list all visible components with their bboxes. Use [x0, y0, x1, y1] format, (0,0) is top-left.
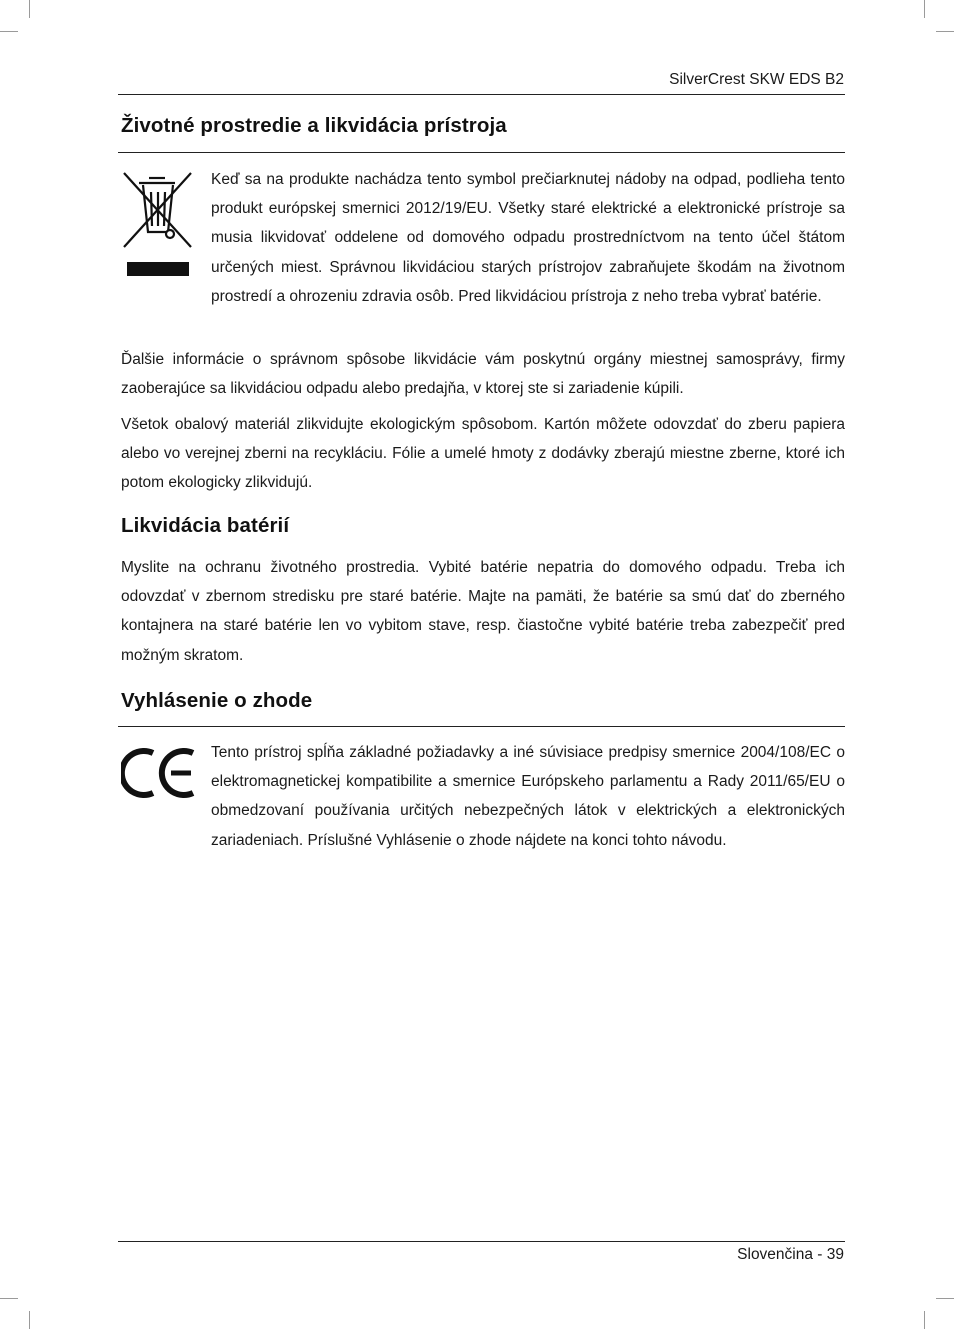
weee-paragraph: Keď sa na produkte nachádza tento symbol prečiarknutej nádoby na odpad, podlieha tento produkt európskej smernici 2012/19/EU. Všetky staré elektrické a elektronické prístroje sa musia likvidovať oddelene od domového odpadu prostredníctvom na tento účel štátom určených miest. Správnou likvidáciou starých prístrojov zabraňujete škodám na životnom prostredí a ohrozeniu zdravia osôb. Pred likvidáciou prístroja z neho treba vybrať batérie. [211, 171, 845, 305]
crop-mark [29, 0, 30, 18]
crop-mark [0, 31, 18, 32]
crop-mark [924, 0, 925, 18]
page-number: Slovenčina - 39 [737, 1246, 844, 1263]
footer-rule [118, 1241, 845, 1242]
header-product: SilverCrest SKW EDS B2 [669, 71, 844, 88]
crop-mark [936, 1298, 954, 1299]
section-title-conformity: Vyhlásenie o zhode [121, 689, 313, 712]
section-rule [118, 152, 845, 153]
batteries-paragraph: Myslite na ochranu životného prostredia. Vybité batérie nepatria do domového odpadu. Treba ich odovzdať v zbernom stredisku pre staré batérie. Majte na pamäti, že batérie sa smú dať do zberného kontajnera na staré batérie len vo vybitom stave, resp. čiastočne vybité batérie treba zabezpečiť pred možným skratom. [121, 559, 845, 664]
conformity-paragraph: Tento prístroj spĺňa základné požiadavky a iné súvisiace predpisy smernice 2004/108/EC o elektromagnetickej kompatibilite a smernice Európskeho parlamentu a Rady 2011/65/EU o obmedzovaní používania určitých nebezpečných látok v elektrických a elektronických zariadeniach. Príslušné Vyhlásenie o zhode nájdete na konci tohto návodu. [211, 744, 845, 849]
section-title-batteries: Likvidácia batérií [121, 514, 290, 537]
crop-mark [29, 1311, 30, 1329]
packaging-paragraph: Všetok obalový materiál zlikvidujte ekologickým spôsobom. Kartón môžete odovzdať do zberu papiera alebo vo verejnej zberni na recykláciu. Fólie a umelé hmoty z dodávky zberajú miestne zberne, ktoré ich potom ekologicky zlikvidujú. [121, 416, 845, 492]
crop-mark [0, 1298, 18, 1299]
section-title-environment: Životné prostredie a likvidácia prístroja [121, 114, 507, 137]
section-rule [118, 726, 845, 727]
ce-mark-icon [121, 745, 197, 801]
crop-mark [924, 1311, 925, 1329]
header-rule [118, 94, 845, 95]
crop-mark [936, 31, 954, 32]
weee-icon [121, 168, 193, 280]
disposal-info-paragraph: Ďalšie informácie o správnom spôsobe likvidácie vám poskytnú orgány miestnej samosprávy, firmy zaoberajúce sa likvidáciou odpadu alebo predajňa, v ktorej ste si zariadenie kúpili. [121, 351, 845, 398]
